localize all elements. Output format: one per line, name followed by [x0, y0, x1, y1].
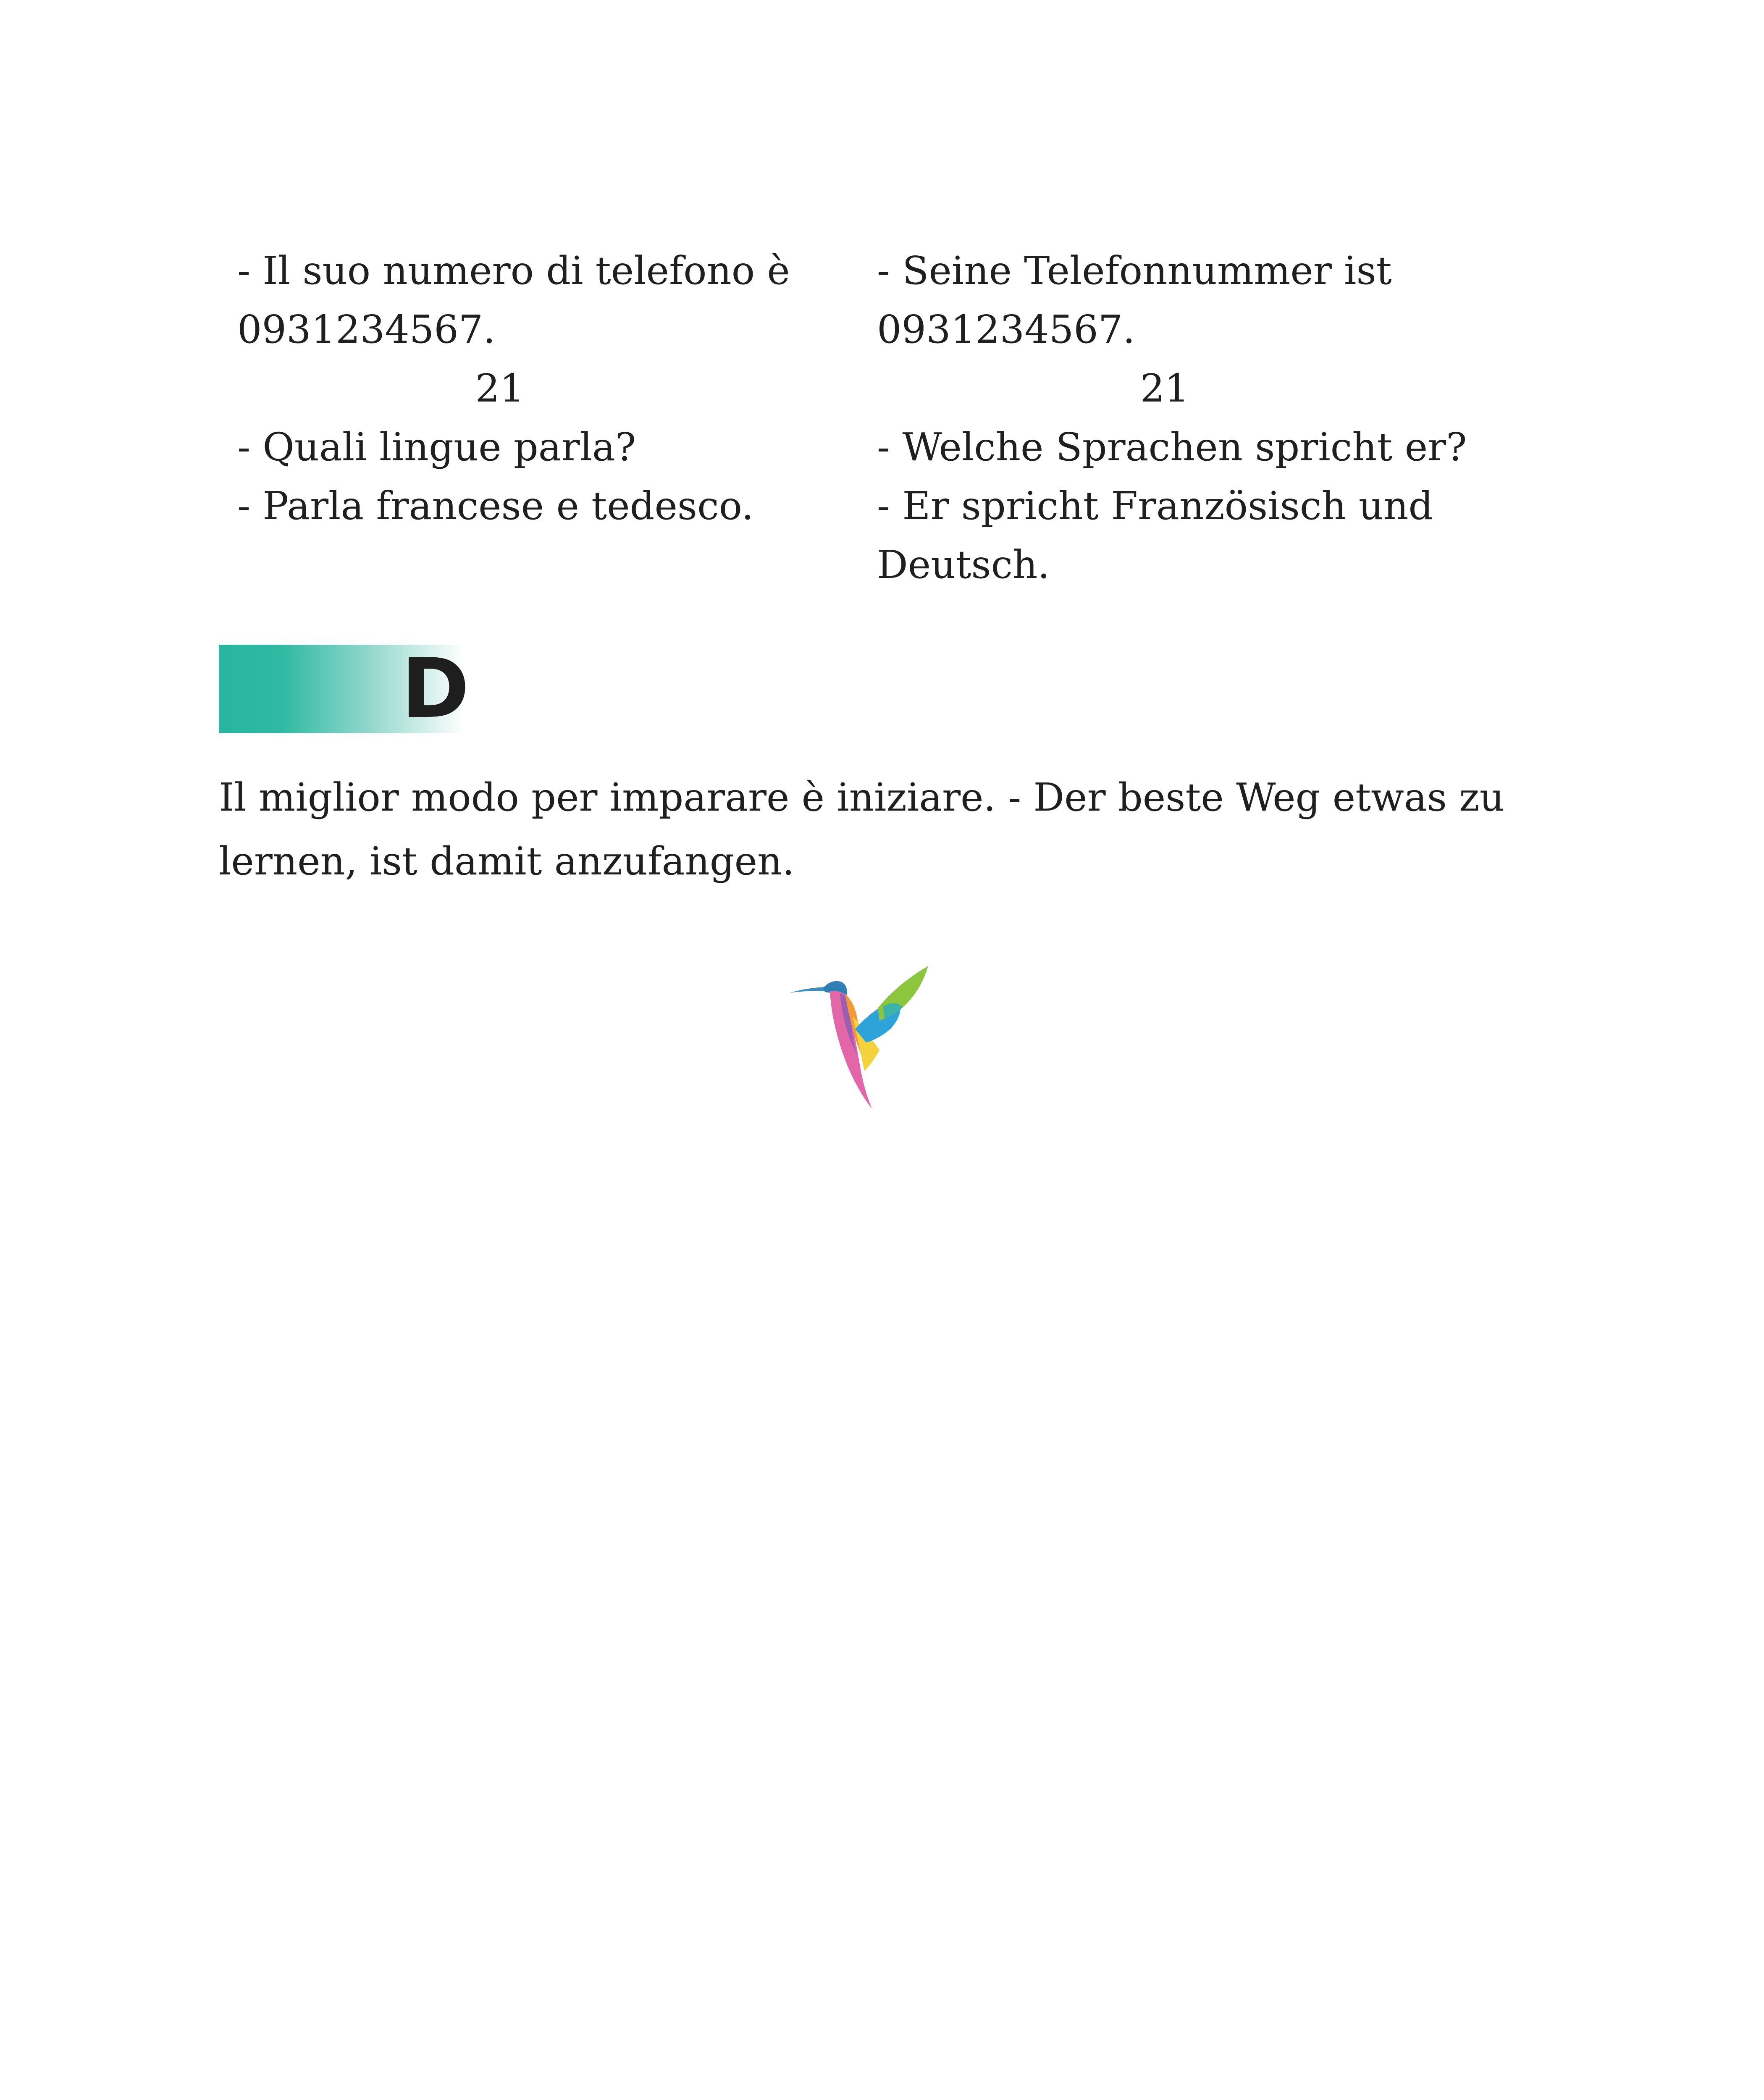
left-line-count: 21 — [475, 366, 525, 411]
left-column-italian — [237, 242, 796, 536]
left-line-question: - Quali lingue parla? — [237, 425, 636, 470]
right-line-phone: - Seine Telefonnummer ist — [877, 248, 1392, 293]
quote-line-2: lernen, ist damit anzufangen. — [219, 839, 795, 884]
right-column-german — [877, 242, 1465, 594]
right-line-number: 0931234567. — [877, 307, 1135, 352]
right-line-question: - Welche Sprachen spricht er? — [877, 425, 1467, 470]
left-line-phone: - Il suo numero di telefono è — [237, 248, 790, 293]
right-line-answer-cont: Deutsch. — [877, 542, 1050, 587]
hummingbird-logo-icon — [790, 966, 928, 1109]
quote-text — [219, 766, 1504, 893]
left-line-number: 0931234567. — [237, 307, 496, 352]
right-line-count: 21 — [1140, 366, 1189, 411]
left-line-answer: - Parla francese e tedesco. — [237, 483, 754, 528]
quote-line-1: Il miglior modo per imparare è iniziare. - Der beste Weg etwas zu — [219, 775, 1504, 820]
section-letter: D — [401, 641, 470, 737]
right-line-answer: - Er spricht Französisch und — [877, 483, 1433, 528]
